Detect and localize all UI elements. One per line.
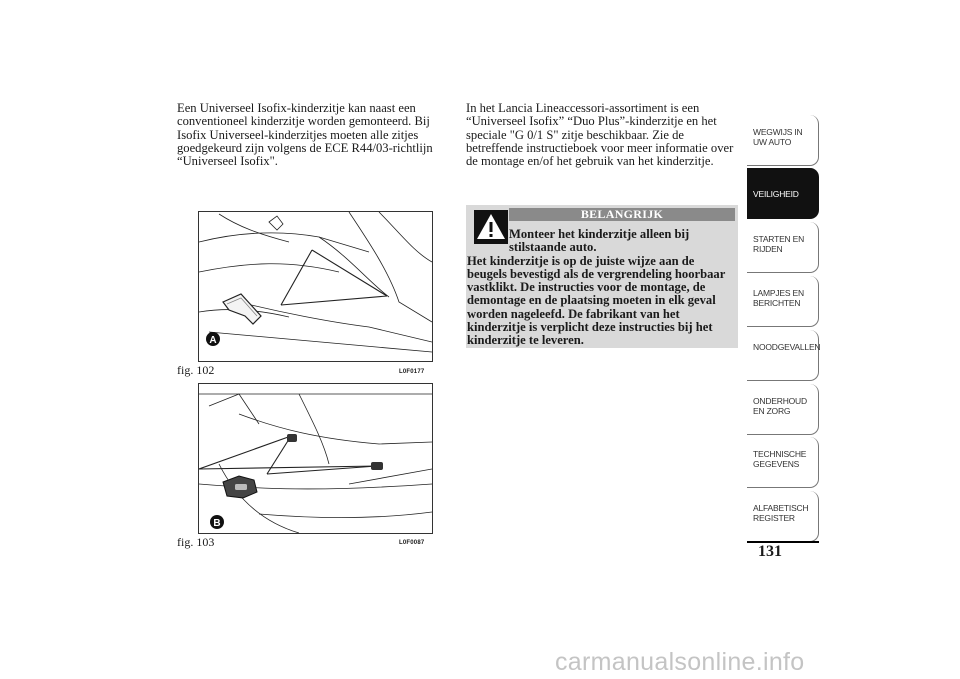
callout-a-label: A: [209, 335, 217, 346]
tab-noodgevallen[interactable]: NOODGEVALLEN: [747, 330, 819, 381]
warning-title: BELANGRIJK: [509, 208, 735, 221]
page-number: 131: [758, 543, 782, 560]
callout-b-label: B: [213, 518, 221, 529]
tab-alfabetisch[interactable]: ALFABETISCH REGISTER: [747, 491, 819, 542]
figure-102-code: L0F0177: [399, 369, 425, 375]
tab-technische[interactable]: TECHNISCHE GEGEVENS: [747, 437, 819, 488]
warning-triangle-icon: [474, 210, 508, 244]
figure-103-label: fig. 103: [177, 535, 215, 549]
tab-starten[interactable]: STARTEN EN RIJDEN: [747, 222, 819, 273]
tab-veiligheid[interactable]: VEILIGHEID: [747, 168, 819, 219]
warning-box: [466, 205, 738, 348]
right-paragraph: In het Lancia Lineaccessori-assortiment is een “Universeel Isofix” “Duo Plus”-kinderzitje en het speciale "G 0/1 S" zitje beschikbaar. Zie de betreffende instructieboek voor meer informatie over de montage en/of het gebruik van het kinderzitje.: [466, 101, 734, 169]
figure-103-image: [198, 383, 433, 534]
figure-102-label: fig. 102: [177, 363, 215, 377]
figure-103-code: L0F0087: [399, 540, 425, 546]
tab-onderhoud[interactable]: ONDERHOUD EN ZORG: [747, 384, 819, 435]
tab-lampjes[interactable]: LAMPJES EN BERICHTEN: [747, 276, 819, 327]
figure-102-image: [198, 211, 433, 362]
watermark: carmanualsonline.info: [555, 648, 805, 676]
left-paragraph: Een Universeel Isofix-kinderzitje kan naast een conventioneel kinderzitje worden gemonteerd. Bij Isofix Universeel-kinderzitjes moeten alle zitjes goedgekeurd zijn volgens de ECE R44/03-richtlijn “Universeel Isofix".: [177, 101, 433, 169]
warning-text-first: Monteer het kinderzitje alleen bij stilstaande auto.: [509, 227, 690, 255]
warning-text-rest: Het kinderzitje is op de juiste wijze aan de beugels bevestigd als de vergrendeling hoorbaar vastklikt. De instructies voor de montage, de demontage en de plaatsing moeten in elk geval worden nageleefd. De fabrikant van het kinderzitje is verplicht deze instructies bij het kinderzitje te leveren.: [467, 253, 726, 348]
tab-wegwijs[interactable]: WEGWIJS IN UW AUTO: [747, 115, 819, 166]
